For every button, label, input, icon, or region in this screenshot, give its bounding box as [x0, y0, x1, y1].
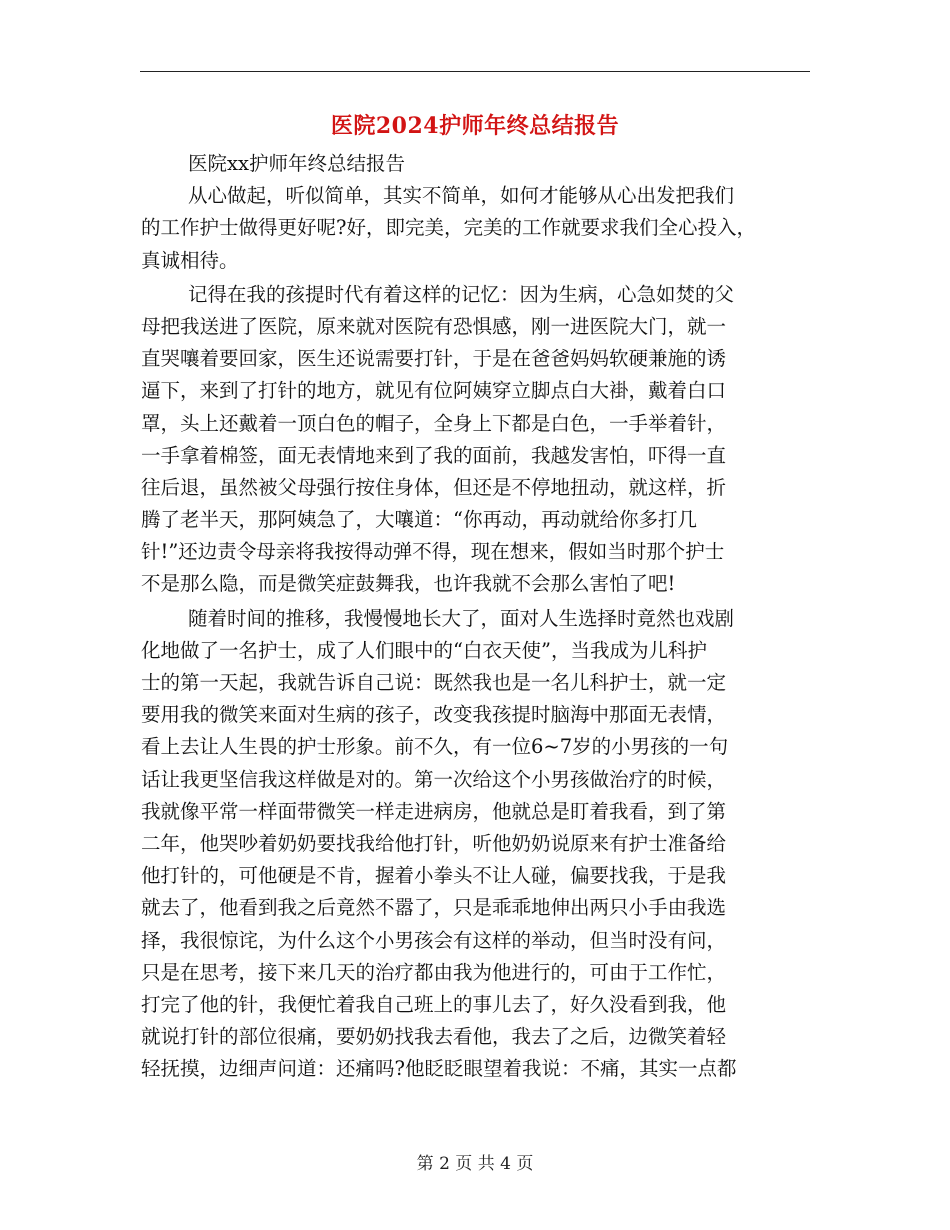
- paragraph-line: 打完了他的针，我便忙着我自己班上的事儿去了，好久没看到我，他: [141, 992, 727, 1016]
- paragraph-line: 一手拿着棉签，面无表情地来到了我的面前，我越发害怕，吓得一直: [141, 443, 727, 467]
- paragraph-line: 我就像平常一样面带微笑一样走进病房，他就总是盯着我看，到了第: [141, 799, 727, 823]
- document-body: [141, 148, 809, 1085]
- paragraph-line: 真诚相待。: [141, 248, 239, 272]
- paragraph-line: 母把我送进了医院，原来就对医院有恐惧感，刚一进医院大门，就一: [141, 314, 727, 338]
- paragraph-line: 就说打针的部位很痛，要奶奶找我去看他，我去了之后，边微笑着轻: [141, 1025, 727, 1049]
- paragraph-line: 就去了，他看到我之后竟然不嚣了，只是乖乖地伸出两只小手由我选: [141, 896, 727, 920]
- paragraph-line: 不是那么隐，而是微笑症鼓舞我，也许我就不会那么害怕了吧!: [141, 572, 676, 596]
- paragraph-line: 腾了老半天，那阿姨急了，大嚷道：“你再动，再动就给你多打几: [141, 508, 697, 532]
- document-title: 医院2024护师年终总结报告: [330, 113, 620, 139]
- paragraph-line: 只是在思考，接下来几天的治疗都由我为他进行的，可由于工作忙，: [141, 960, 727, 984]
- paragraph-line: 从心做起，听似简单，其实不简单，如何才能够从心出发把我们: [188, 184, 735, 208]
- paragraph-line: 择，我很惊诧，为什么这个小男孩会有这样的举动，但当时没有问，: [141, 928, 727, 952]
- paragraph-line: 针!”还边责令母亲将我按得动弹不得，现在想来，假如当时那个护士: [141, 540, 725, 564]
- paragraph-line: 要用我的微笑来面对生病的孩子，改变我孩提时脑海中那面无表情，: [141, 703, 727, 727]
- paragraph-line: 逼下，来到了打针的地方，就见有位阿姨穿立脚点白大褂，戴着白口: [141, 379, 727, 403]
- header-rule: [140, 71, 810, 72]
- paragraph-line: 二年，他哭吵着奶奶要找我给他打针，听他奶奶说原来有护士准备给: [141, 831, 727, 855]
- paragraph-line: 直哭嚷着要回家，医生还说需要打针，于是在爸爸妈妈软硬兼施的诱: [141, 347, 727, 371]
- paragraph-container: [141, 180, 809, 1085]
- paragraph: [141, 180, 809, 277]
- page-number: 第 2 页 共 4 页: [416, 1154, 534, 1174]
- paragraph-line: 的工作护士做得更好呢?好，即完美，完美的工作就要求我们全心投入，: [141, 216, 756, 240]
- paragraph-line: 看上去让人生畏的护士形象。前不久，有一位6~7岁的小男孩的一句: [141, 735, 729, 759]
- paragraph-line: 罩，头上还戴着一顶白色的帽子，全身上下都是白色，一手举着针，: [141, 411, 727, 435]
- paragraph-line: 轻抚摸，边细声问道：还痛吗?他眨眨眼望着我说：不痛，其实一点都: [141, 1057, 737, 1081]
- paragraph: [141, 603, 809, 1086]
- paragraph-line: 士的第一天起，我就告诉自己说：既然我也是一名儿科护士，就一定: [141, 671, 727, 694]
- paragraph-line: 往后退，虽然被父母强行按住身体，但还是不停地扭动，就这样，折: [141, 475, 727, 499]
- paragraph-line: 记得在我的孩提时代有着这样的记忆：因为生病，心急如焚的父: [188, 282, 735, 306]
- paragraph-line: 他打针的，可他硬是不肯，握着小拳头不让人碰，偏要找我，于是我: [141, 864, 727, 888]
- paragraph-line: 随着时间的推移，我慢慢地长大了，面对人生选择时竟然也戏剧: [188, 606, 735, 630]
- document-subtitle: 医院xx护师年终总结报告: [188, 152, 405, 175]
- paragraph-line: 化地做了一名护士，成了人们眼中的“白衣天使”，当我成为儿科护: [141, 638, 707, 662]
- paragraph: [141, 279, 809, 601]
- paragraph-line: 话让我更坚信我这样做是对的。第一次给这个小男孩做治疗的时候，: [141, 767, 727, 791]
